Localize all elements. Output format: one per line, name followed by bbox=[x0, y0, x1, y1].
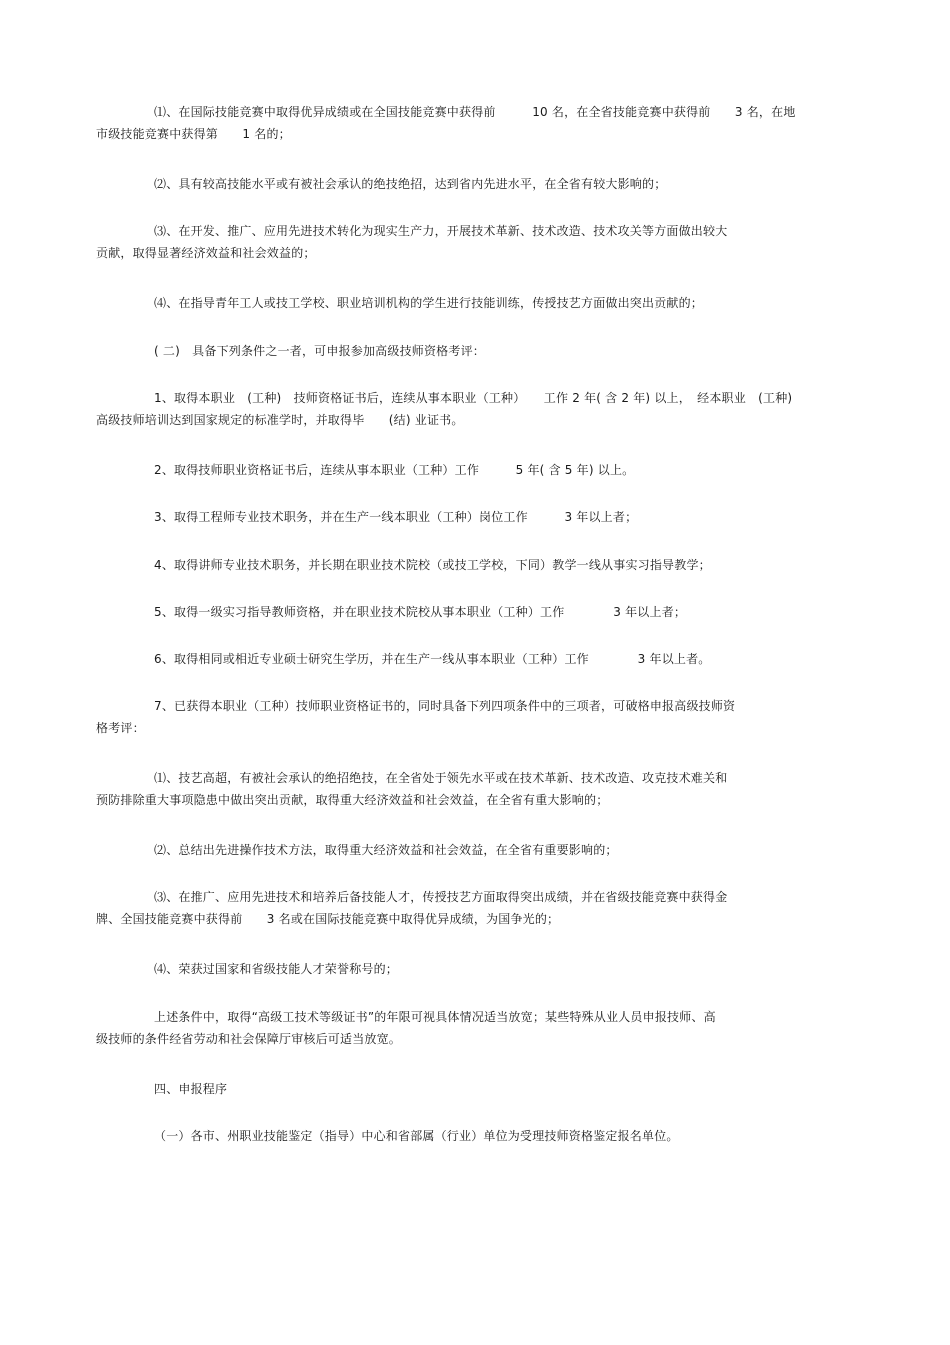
text-line: ⑴、在国际技能竞赛中取得优异成绩或在全国技能竞赛中获得前 10 名，在全省技能竞赛中获得前 3 名，在地 bbox=[154, 105, 796, 119]
paragraph-item-6 bbox=[96, 648, 836, 670]
text-line: 上述条件中，取得“高级工技术等级证书”的年限可视具体情况适当放宽；某些特殊从业人员申报技师、高 bbox=[154, 1010, 716, 1024]
paragraph-note bbox=[96, 1006, 836, 1050]
text-line: 贡献，取得显著经济效益和社会效益的； bbox=[96, 246, 316, 260]
text-line: 级技师的条件经省劳动和社会保障厅审核后可适当放宽。 bbox=[96, 1032, 402, 1046]
text-line: 四、申报程序 bbox=[154, 1082, 228, 1096]
paragraph-item-1 bbox=[96, 387, 836, 431]
text-line: ⑷、荣获过国家和省级技能人才荣誉称号的； bbox=[154, 962, 399, 976]
text-line: 高级技师培训达到国家规定的标准学时，并取得毕 (结) 业证书。 bbox=[96, 413, 464, 427]
text-line: 5、取得一级实习指导教师资格，并在职业技术院校从事本职业（工种）工作 3 年以上者； bbox=[154, 605, 687, 619]
text-line: ⑴、技艺高超，有被社会承认的绝招绝技，在全省处于领先水平或在技术革新、技术改造、攻克技术难关和 bbox=[154, 771, 728, 785]
text-line: 牌、全国技能竞赛中获得前 3 名或在国际技能竞赛中取得优异成绩，为国争光的； bbox=[96, 912, 560, 926]
text-line: ⑶、在推广、应用先进技术和培养后备技能人才，传授技艺方面取得突出成绩，并在省级技能竞赛中获得金 bbox=[154, 890, 728, 904]
paragraph-exception-1 bbox=[96, 767, 836, 811]
text-line: 4、取得讲师专业技术职务，并长期在职业技术院校（或技工学校，下同）教学一线从事实习指导教学； bbox=[154, 558, 711, 572]
paragraph-item-4 bbox=[96, 554, 836, 576]
paragraph-condition-3 bbox=[96, 220, 836, 264]
section-heading-senior-technician bbox=[96, 340, 836, 362]
paragraph-item-5 bbox=[96, 601, 836, 623]
text-line: 预防排除重大事项隐患中做出突出贡献，取得重大经济效益和社会效益，在全省有重大影响的； bbox=[96, 793, 609, 807]
paragraph-condition-4 bbox=[96, 292, 836, 314]
section-heading-procedure bbox=[96, 1078, 836, 1100]
paragraph-procedure-1 bbox=[96, 1125, 836, 1147]
text-line: 2、取得技师职业资格证书后，连续从事本职业（工种）工作 5 年( 含 5 年) 以上。 bbox=[154, 463, 635, 477]
text-line: ⑵、总结出先进操作技术方法，取得重大经济效益和社会效益，在全省有重要影响的； bbox=[154, 843, 618, 857]
text-line: ( 二) 具备下列条件之一者，可申报参加高级技师资格考评： bbox=[154, 344, 485, 358]
paragraph-exception-4 bbox=[96, 958, 836, 980]
text-line: 市级技能竞赛中获得第 1 名的； bbox=[96, 127, 291, 141]
text-line: 6、取得相同或相近专业硕士研究生学历，并在生产一线从事本职业（工种）工作 3 年以上者。 bbox=[154, 652, 711, 666]
paragraph-item-3 bbox=[96, 506, 836, 528]
text-line: ⑵、具有较高技能水平或有被社会承认的绝技绝招，达到省内先进水平，在全省有较大影响的； bbox=[154, 177, 667, 191]
paragraph-item-2 bbox=[96, 459, 836, 481]
text-line: 1、取得本职业 (工种) 技师资格证书后，连续从事本职业（工种） 工作 2 年( 含 2 年) 以上， 经本职业 (工种) bbox=[154, 391, 793, 405]
text-line: ⑶、在开发、推广、应用先进技术转化为现实生产力，开展技术革新、技术改造、技术攻关等方面做出较大 bbox=[154, 224, 728, 238]
text-line: ⑷、在指导青年工人或技工学校、职业培训机构的学生进行技能训练，传授技艺方面做出突出贡献的； bbox=[154, 296, 704, 310]
paragraph-condition-2 bbox=[96, 173, 836, 195]
paragraph-exception-3 bbox=[96, 886, 836, 930]
text-line: 7、已获得本职业（工种）技师职业资格证书的，同时具备下列四项条件中的三项者，可破格申报高级技师资 bbox=[154, 699, 736, 713]
text-line: （一）各市、州职业技能鉴定（指导）中心和省部属（行业）单位为受理技师资格鉴定报名单位。 bbox=[154, 1129, 679, 1143]
paragraph-condition-1 bbox=[96, 101, 836, 145]
paragraph-item-7 bbox=[96, 695, 836, 739]
paragraph-exception-2 bbox=[96, 839, 836, 861]
text-line: 格考评： bbox=[96, 721, 145, 735]
text-line: 3、取得工程师专业技术职务，并在生产一线本职业（工种）岗位工作 3 年以上者； bbox=[154, 510, 638, 524]
